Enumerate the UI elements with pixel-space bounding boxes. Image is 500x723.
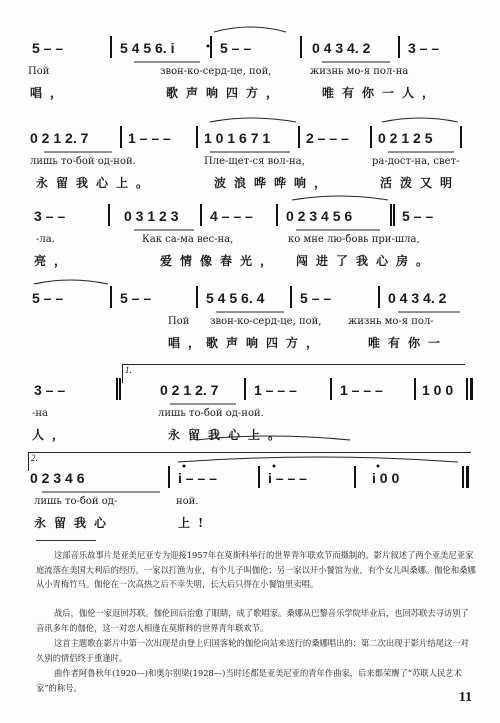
measure: 5 – –: [32, 40, 64, 56]
chinese-lyric: 永留我心上。: [36, 176, 157, 190]
octave-dot: [183, 465, 186, 468]
second-ending-bracket: 2.: [28, 452, 471, 471]
measure: 0 2 1 2 5: [378, 130, 433, 146]
note-paragraph-3: 这首主题歌在影片中第一次出现是由登上归国客轮的伽伦向站来送行的桑娜唱出的：第二次出现于影片结尾这一对久别的情侣终于重逢时。: [36, 638, 469, 663]
russian-lyric: Пой: [28, 66, 50, 77]
measure: 0 2 3 4 5 6: [286, 208, 353, 224]
measure: 3 – –: [408, 40, 440, 56]
chinese-lyric: 闯进了我心房。: [296, 254, 437, 268]
russian-lyric: жизнь мо-я пол-: [348, 316, 434, 327]
slur-mark: [196, 436, 350, 440]
note-paragraph-2: 战后，伽伦一家返回苏联。伽伦回后治愈了眼睛，成了歌唱家。桑娜从巴黎音乐学院毕业后，也回苏联去寻访别了音讯多年的伽伦，这一对恋人相逢在莫斯科的世界青年联欢节。: [36, 608, 469, 633]
russian-lyric: Пой: [168, 316, 190, 327]
chinese-lyric: 永留我心: [34, 516, 115, 530]
chinese-lyric: 上!: [178, 516, 212, 530]
measure: i – – –: [268, 470, 307, 486]
measure: 5 – –: [220, 40, 252, 56]
chinese-lyric: 歌声响四方，: [206, 336, 327, 350]
measure: 0 4 3 4. 2: [312, 40, 371, 56]
russian-lyric: ко мне лю-бовь при-шла,: [288, 234, 420, 245]
slur-mark: [178, 457, 458, 462]
measure: 4 – – –: [210, 208, 253, 224]
measure: 1 – – –: [340, 382, 383, 398]
russian-lyric: Как са-ма вес-на,: [142, 234, 234, 245]
slur-mark: [214, 27, 286, 32]
measure: 1 0 0: [422, 382, 454, 398]
note-paragraph-4: 曲作者阿鲁秋年(1920—)和奥尔别梁(1928—)当时还都是亚美尼亚的青年作曲家，后来都荣膺了“苏联人民艺术家”的称号。: [36, 668, 462, 693]
measure: 0 3 1 2 3: [124, 208, 179, 224]
chinese-lyric: 永留我心上。: [168, 428, 289, 442]
measure: 0 2 1 2. 7: [160, 382, 219, 398]
measure: 0 4 3 4. 2: [388, 290, 447, 306]
octave-dot: [273, 465, 276, 468]
russian-lyric: лишь то-бой од-ной.: [158, 408, 264, 419]
russian-lyric: -ла.: [36, 234, 55, 245]
measure: 3 – –: [34, 208, 66, 224]
chinese-lyric: 活泼又明: [380, 176, 461, 190]
chinese-lyric: 亮，: [34, 254, 75, 268]
measure: 1 0 1 6 7 1: [204, 130, 271, 146]
measure: 0 2 1 2. 7: [30, 130, 89, 146]
slur-mark: [210, 118, 296, 122]
chinese-lyric: 人，: [32, 428, 73, 442]
slur-mark: [34, 280, 108, 284]
russian-lyric: жизнь мо-я пол-на: [310, 66, 409, 77]
chinese-lyric: 唱，: [168, 336, 209, 350]
chinese-lyric: 唯有你一: [368, 336, 449, 350]
page-number: 11: [458, 690, 472, 705]
measure: 3 – –: [34, 382, 66, 398]
measure: 1 – – –: [254, 382, 297, 398]
octave-dot: [207, 45, 210, 48]
measure: 5 – –: [32, 290, 64, 306]
measure: 0 2 3 4 6: [30, 470, 85, 486]
russian-lyric: звон-ко-серд-це, пой,: [210, 316, 322, 327]
measure: 2 – – –: [306, 130, 349, 146]
measure: 5 4 5 6. i: [120, 40, 175, 56]
note-paragraph-1: 这部音乐故事片是亚美尼亚专为迎接1957年在莫斯科举行的世界青年联欢节而摄制的。影片叙述了两个亚美尼亚家庭流落在美国大利后的经历。一家以打渔为业，有个儿子叫伽伦；另一家以开小餐馆为业，有个女儿叫桑娜。伽伦和桑娜从小青梅竹马。伽伦在一次高热之后不幸失明，长大后只得在小餐馆里卖唱。: [36, 550, 476, 589]
russian-lyric: ной.: [176, 496, 199, 507]
russian-lyric: -на: [32, 408, 49, 419]
chinese-lyric: 歌声响四方，: [166, 86, 287, 100]
measure: 1 – – –: [128, 130, 171, 146]
russian-lyric: лишь то-бой од-ной.: [30, 156, 136, 167]
slur-mark: [382, 118, 458, 122]
first-ending-bracket: 1.: [122, 364, 465, 383]
russian-lyric: лишь то-бой од-: [34, 496, 118, 507]
measure: i 0 0: [372, 470, 400, 486]
octave-dot: [377, 465, 380, 468]
russian-lyric: ра-дост-на, свет-: [372, 156, 460, 167]
measure: 5 4 5 6. 4: [206, 290, 265, 306]
russian-lyric: звон-ко-серд-це, пой,: [160, 66, 272, 77]
measure: 5 – –: [120, 290, 152, 306]
measure: i – – –: [178, 470, 217, 486]
measure: 5 – –: [402, 208, 434, 224]
slur-mark: [292, 196, 388, 200]
chinese-lyric: 波浪哗哗响，: [214, 176, 335, 190]
footnote-rule: [36, 540, 96, 541]
measure: 5 – –: [300, 290, 332, 306]
chinese-lyric: 唱，: [30, 86, 71, 100]
chinese-lyric: 唯有你一人，: [322, 86, 443, 100]
russian-lyric: Пле-щет-ся вол-на,: [204, 156, 305, 167]
chinese-lyric: 爱情像春光，: [160, 254, 281, 268]
